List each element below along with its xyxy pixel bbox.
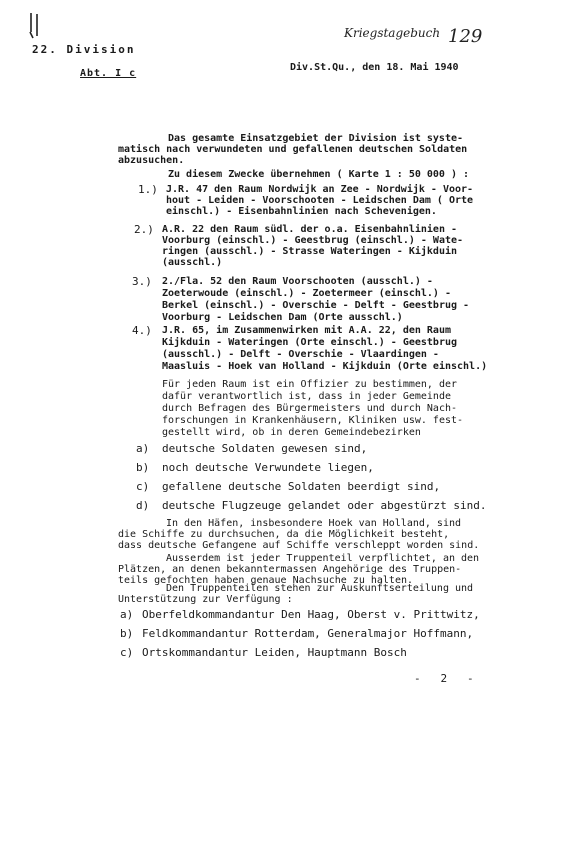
support-text: Ortskommandantur Leiden, Hauptmann Bosch	[142, 646, 407, 659]
paragraph-line: forschungen in Krankenhäusern, Kliniken usw. fest-	[162, 415, 464, 426]
unit-number: 4.)	[132, 324, 152, 337]
intro-line-2: matisch nach verwundeten und gefallenen deutschen Soldaten	[118, 144, 468, 155]
unit-line: Voorburg - Leidschen Dam (Orte ausschl.)	[162, 312, 403, 323]
paragraph-line: In den Häfen, insbesondere Hoek van Holland, sind	[166, 518, 462, 529]
unit-line: 2./Fla. 52 den Raum Voorschooten (ausschl.) -	[162, 276, 433, 287]
paragraph-line: durch Befragen des Bürgermeisters und durch Nach-	[162, 403, 458, 414]
paragraph-line: Ausserdem ist jeder Truppenteil verpflichtet, an den	[166, 553, 480, 564]
check-text: deutsche Soldaten gewesen sind,	[162, 442, 368, 455]
handwritten-note: Kriegstagebuch	[344, 26, 441, 40]
intro-line-3: abzusuchen.	[118, 155, 185, 166]
paragraph-line: Plätzen, an denen bekanntermassen Angehörige des Truppen-	[118, 564, 462, 575]
check-letter: b)	[136, 461, 150, 474]
check-text: gefallene deutsche Soldaten beerdigt sind,	[162, 480, 441, 493]
check-text: noch deutsche Verwundete liegen,	[162, 461, 374, 474]
division-heading: 22. Division	[32, 43, 136, 56]
unit-line: (ausschl.) - Delft - Overschie - Vlaardingen -	[162, 349, 439, 360]
handwritten-bracket-mark	[28, 12, 42, 40]
unit-line: J.R. 47 den Raum Nordwijk an Zee - Nordwijk - Voor-	[166, 184, 474, 195]
unit-number: 3.)	[132, 275, 152, 288]
purpose-line: Zu diesem Zwecke übernehmen ( Karte 1 : 50 000 ) :	[168, 169, 470, 180]
paragraph-line: Den Truppenteilen stehen zur Auskunftserteilung und	[166, 583, 474, 594]
support-letter: c)	[120, 646, 134, 659]
support-letter: a)	[120, 608, 134, 621]
check-text: deutsche Flugzeuge gelandet oder abgestürzt sind.	[162, 499, 487, 512]
paragraph-line: teils gefochten haben genaue Nachsuche zu halten.	[118, 575, 414, 586]
check-letter: c)	[136, 480, 150, 493]
unit-number: 2.)	[134, 223, 154, 236]
unit-line: J.R. 65, im Zusammenwirken mit A.A. 22, den Raum	[162, 325, 451, 336]
unit-line: Voorburg (einschl.) - Geestbrug (einschl.) - Wate-	[162, 235, 464, 246]
unit-line: (ausschl.)	[162, 257, 223, 268]
unit-line: A.R. 22 den Raum südl. der o.a. Eisenbahnlinien -	[162, 224, 458, 235]
department-heading: Abt. I c	[80, 68, 137, 79]
unit-number: 1.)	[138, 183, 158, 196]
paragraph-line: die Schiffe zu durchsuchen, da die Möglichkeit besteht,	[118, 529, 450, 540]
unit-line: Zoeterwoude (einschl.) - Zoetermeer (einschl.) -	[162, 288, 451, 299]
unit-line: hout - Leiden - Voorschooten - Leidschen Dam ( Orte	[166, 195, 474, 206]
handwritten-page-number: 129	[448, 26, 483, 47]
paragraph-line: Unterstützung zur Verfügung :	[118, 594, 293, 605]
check-letter: d)	[136, 499, 150, 512]
place-date: Div.St.Qu., den 18. Mai 1940	[290, 62, 459, 73]
paragraph-line: Für jeden Raum ist ein Offizier zu bestimmen, der	[162, 379, 458, 390]
support-text: Feldkommandantur Rotterdam, Generalmajor Hoffmann,	[142, 627, 474, 640]
support-letter: b)	[120, 627, 134, 640]
paragraph-line: dass deutsche Gefangene auf Schiffe verschleppt worden sind.	[118, 540, 480, 551]
check-letter: a)	[136, 442, 150, 455]
paragraph-line: dafür verantwortlich ist, dass in jeder Gemeinde	[162, 391, 451, 402]
unit-line: Kijkduin - Wateringen (Orte einschl.) - Geestbrug	[162, 337, 458, 348]
unit-line: einschl.) - Eisenbahnlinien nach Schevenigen.	[166, 206, 437, 217]
intro-line-1: Das gesamte Einsatzgebiet der Division ist syste-	[168, 133, 464, 144]
paragraph-line: gestellt wird, ob in deren Gemeindebezirken	[162, 427, 421, 438]
unit-line: Berkel (einschl.) - Overschie - Delft - Geestbrug -	[162, 300, 470, 311]
unit-line: Maasluis - Hoek van Holland - Kijkduin (Orte einschl.)	[162, 361, 488, 372]
page-footer-number: - 2 -	[414, 672, 474, 685]
unit-line: ringen (ausschl.) - Strasse Wateringen - Kijkduin	[162, 246, 458, 257]
support-text: Oberfeldkommandantur Den Haag, Oberst v. Prittwitz,	[142, 608, 480, 621]
